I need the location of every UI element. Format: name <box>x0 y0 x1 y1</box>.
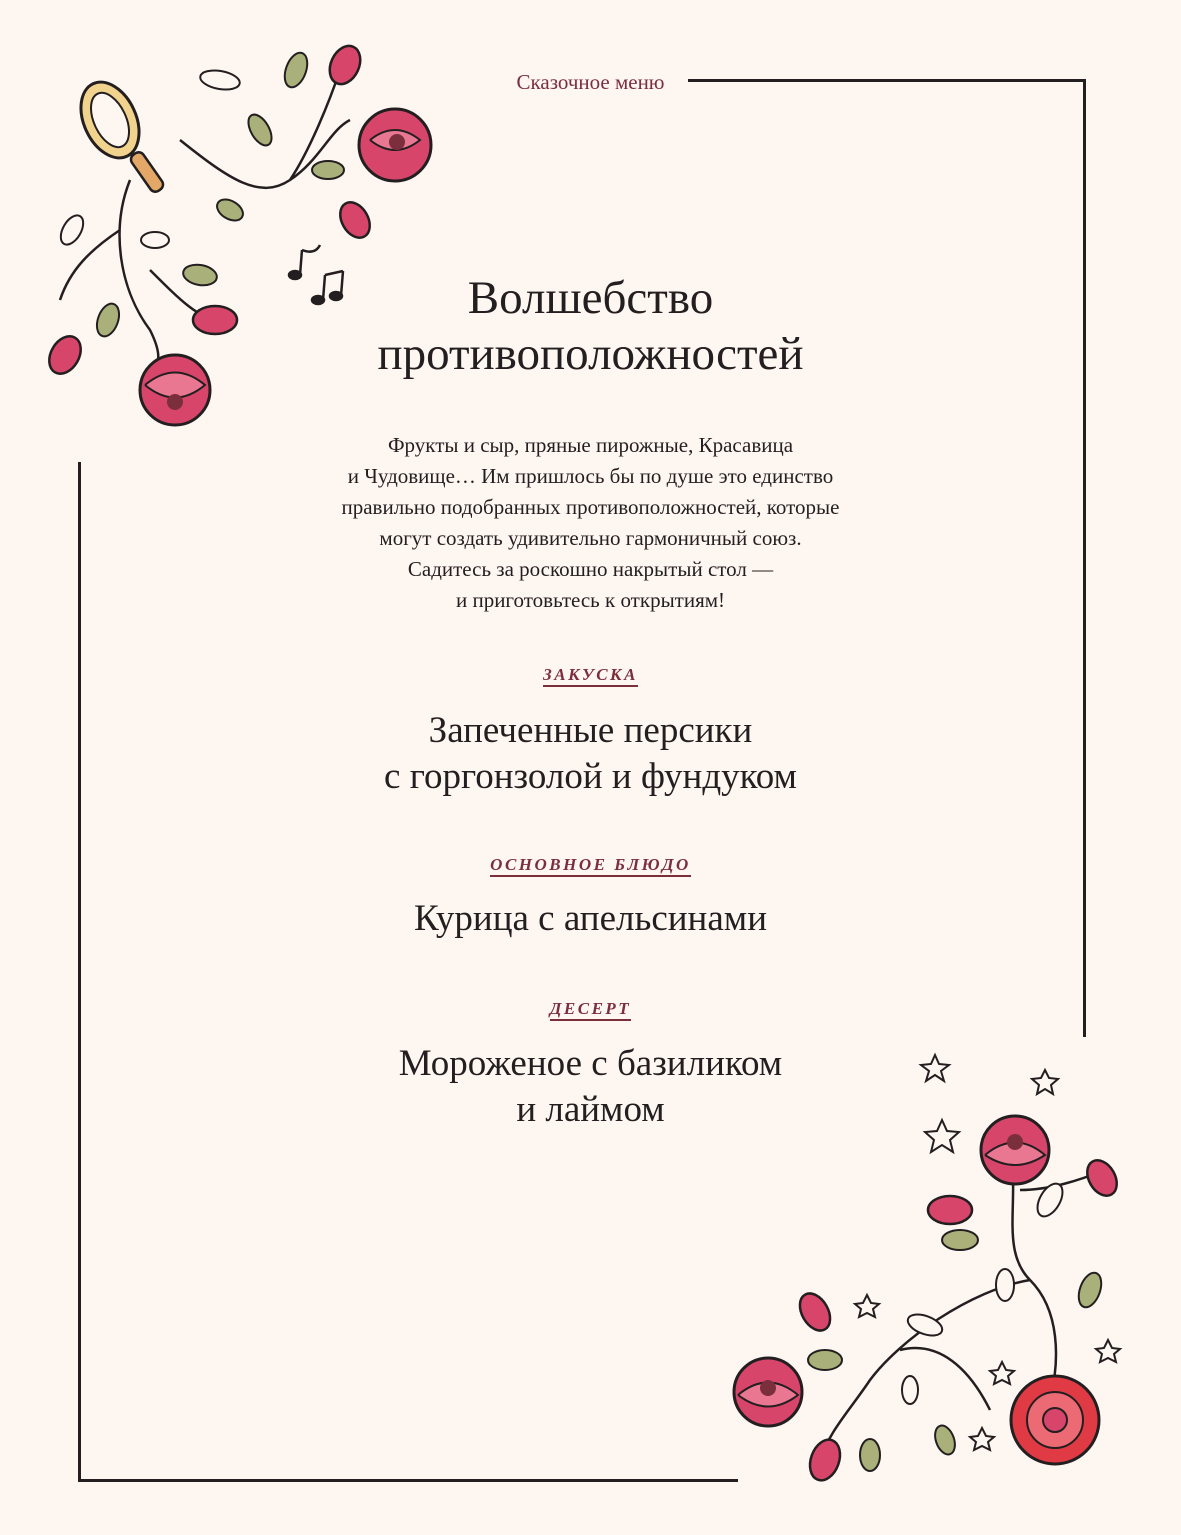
intro-line: могут создать удивительно гармоничный союз. <box>379 526 802 550</box>
star-icon <box>925 1120 959 1152</box>
intro-line: правильно подобранных противоположностей, которые <box>341 495 840 519</box>
rose-icon <box>734 1358 802 1426</box>
star-icon <box>1096 1340 1120 1362</box>
course-label-dessert <box>0 999 1181 1019</box>
intro-line: Фрукты и сыр, пряные пирожные, Красавица <box>387 433 794 457</box>
star-icon <box>855 1295 879 1317</box>
dish-appetizer <box>0 708 1181 800</box>
course-label-text: ОСНОВНОЕ БЛЮДО <box>490 855 691 877</box>
star-icon <box>1032 1070 1058 1094</box>
dish-line: Мороженое с базиликом <box>398 1043 783 1084</box>
intro-paragraph <box>0 430 1181 616</box>
menu-header-label: Сказочное меню <box>516 70 665 94</box>
course-label-text: ДЕСЕРТ <box>550 999 631 1021</box>
frame-bottom-line <box>78 1479 738 1482</box>
intro-line: и Чудовище… Им пришлось бы по душе это единство <box>347 464 834 488</box>
dish-main <box>0 896 1181 942</box>
dish-line: с горгонзолой и фундуком <box>384 756 797 797</box>
dish-line: и лаймом <box>516 1089 665 1130</box>
star-icon <box>970 1428 994 1450</box>
star-icon <box>990 1362 1014 1384</box>
hand-mirror-icon <box>70 73 166 194</box>
title-line: противоположностей <box>377 328 804 380</box>
intro-line: Садитесь за роскошно накрытый стол — <box>407 557 774 581</box>
rose-icon <box>1011 1376 1099 1464</box>
title-line: Волшебство <box>467 272 714 324</box>
dish-line: Запеченные персики <box>428 710 753 751</box>
course-label-text: ЗАКУСКА <box>543 665 638 687</box>
music-notes-icon <box>289 245 343 304</box>
floral-decoration-bottom-right <box>720 1040 1140 1500</box>
course-label-main <box>0 855 1181 875</box>
rose-icon <box>981 1116 1049 1184</box>
course-label-appetizer <box>0 665 1181 685</box>
rose-icon <box>140 355 210 425</box>
rose-icon <box>359 109 431 181</box>
intro-line: и приготовьтесь к открытиям! <box>455 588 726 612</box>
floral-decoration-top-left <box>30 30 450 430</box>
star-icon <box>921 1055 949 1081</box>
dish-line: Курица с апельсинами <box>414 898 767 939</box>
